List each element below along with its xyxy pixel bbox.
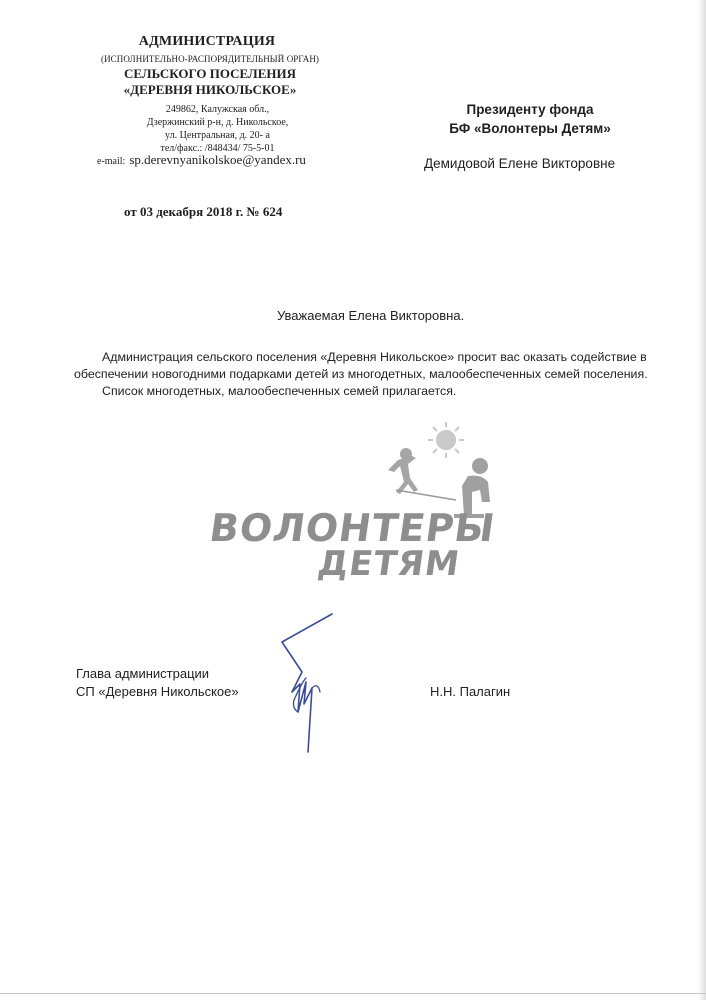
scan-edge-right <box>698 0 706 1000</box>
email-label: e-mail: <box>97 156 126 167</box>
sender-address-line3: ул. Центральная, д. 20- а <box>165 130 270 141</box>
watermark-logo <box>206 420 500 590</box>
rope-line <box>396 490 456 500</box>
sender-email-row <box>97 151 306 169</box>
signatory-name: Н.Н. Палагин <box>430 684 511 699</box>
email-value: sp.derevnyanikolskoe@yandex.ru <box>129 152 306 167</box>
sender-phone: тел/факс.: /848434/ 75-5-01 <box>160 143 275 154</box>
addressee-line1: Президенту фонда <box>466 102 594 117</box>
body-paragraph-1: Администрация сельского поселения «Деревня Никольское» просит вас оказать содействие в обеспечении новогодними подарками детей из многодетных, малообеспеченных семей поселения. <box>74 350 648 381</box>
sender-address-line2: Дзержинский р-н, д. Никольское, <box>146 117 289 128</box>
signatory-position <box>76 665 239 701</box>
child-figure-icon <box>388 448 418 494</box>
addressee-line3: Демидовой Елене Викторовне <box>424 156 616 171</box>
sender-title: АДМИНИСТРАЦИЯ <box>138 34 276 49</box>
sender-block <box>80 34 340 98</box>
sender-subtitle: (ИСПОЛНИТЕЛЬНО-РАСПОРЯДИТЕЛЬНЫЙ ОРГАН) <box>100 54 320 64</box>
sender-name-line2: «ДЕРЕВНЯ НИКОЛЬСКОЕ» <box>123 82 297 97</box>
sender-address <box>120 103 315 155</box>
letter-body <box>74 349 654 400</box>
body-paragraph-2: Список многодетных, малообеспеченных семей прилагается. <box>102 384 457 398</box>
sender-name-line1: СЕЛЬСКОГО ПОСЕЛЕНИЯ <box>124 66 296 81</box>
sender-address-line1: 249862, Калужская обл., <box>165 104 270 115</box>
handwritten-signature <box>262 612 342 762</box>
addressee-block <box>420 100 640 138</box>
signatory-position-line2: СП «Деревня Никольское» <box>76 684 239 699</box>
watermark-text-line2: ДЕТЯМ <box>315 544 463 584</box>
salutation: Уважаемая Елена Викторовна. <box>277 308 465 323</box>
sun-icon <box>428 422 464 458</box>
watermark-text-line1: ВОЛОНТЕРЫ <box>206 506 499 550</box>
addressee-line2: БФ «Волонтеры Детям» <box>449 121 611 136</box>
scan-edge-bottom <box>0 993 706 994</box>
document-ref: от 03 декабря 2018 г. № 624 <box>124 204 283 219</box>
signatory-position-line1: Глава администрации <box>76 666 210 681</box>
